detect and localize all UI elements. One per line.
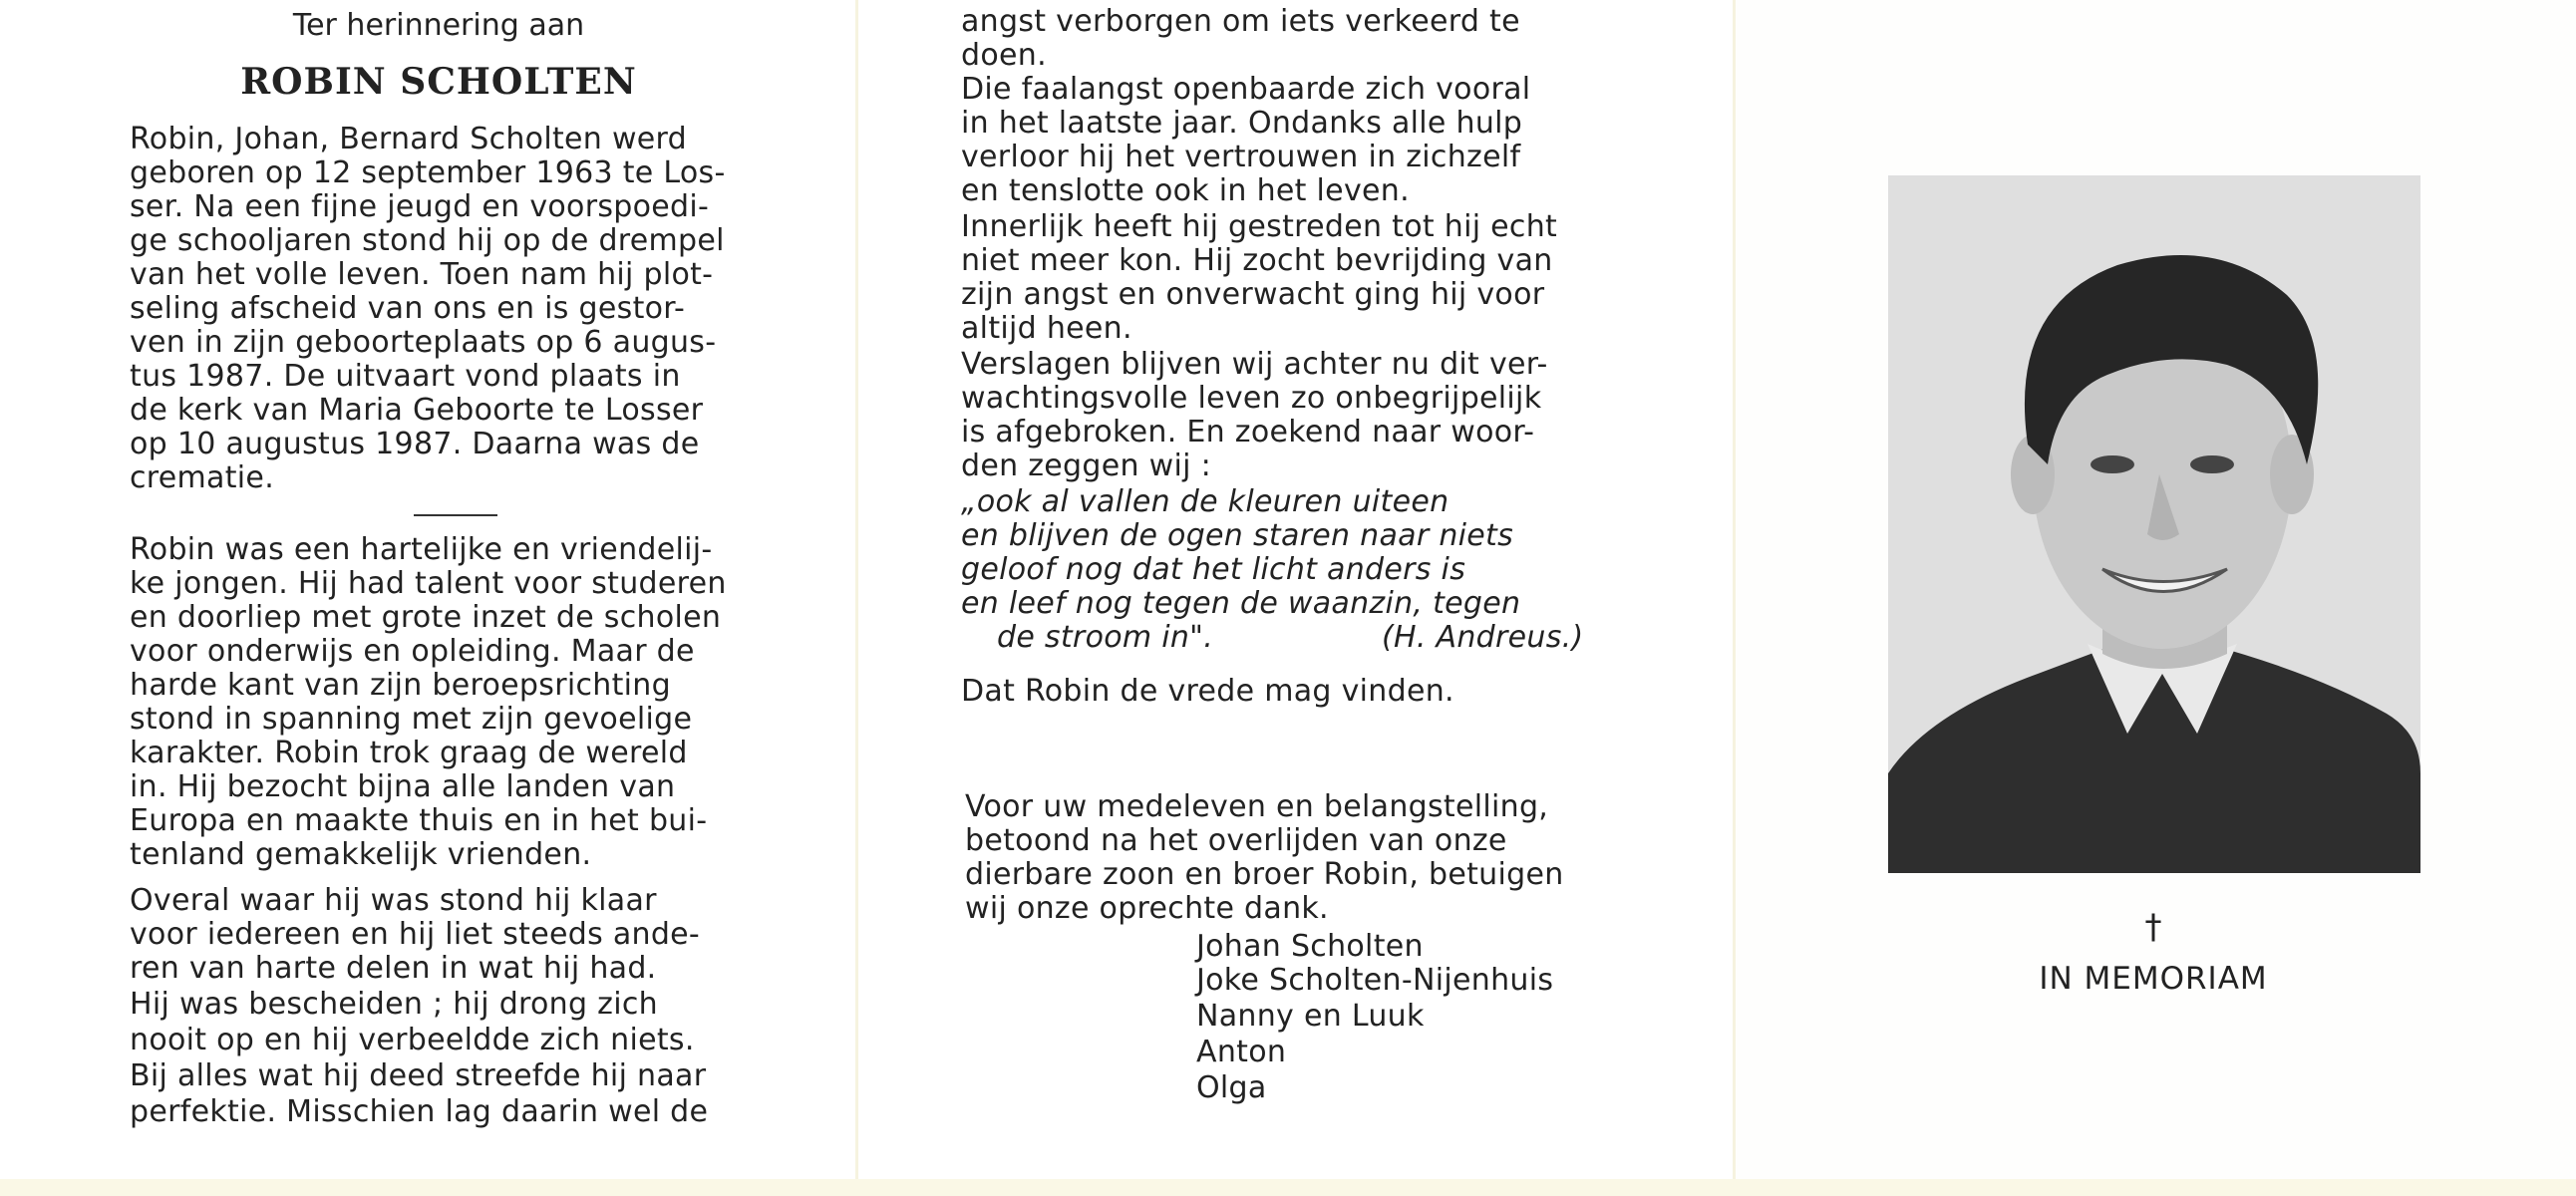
text-line: in het laatste jaar. Ondanks alle hulp — [961, 106, 1523, 141]
text-line: ren van harte delen in wat hij had. — [130, 951, 657, 986]
fold-line — [1733, 0, 1736, 1196]
text-line: tus 1987. De uitvaart vond plaats in — [130, 359, 681, 394]
portrait-photo — [1888, 175, 2420, 873]
text-line: ge schooljaren stond hij op de drempel — [130, 223, 725, 258]
poem-line: „ook al vallen de kleuren uiteen — [961, 484, 1449, 519]
text-line: stond in spanning met zijn gevoelige — [130, 702, 693, 737]
text-line: tenland gemakkelijk vrienden. — [130, 837, 592, 872]
text-line: de kerk van Maria Geboorte te Losser — [130, 393, 704, 428]
text-line: Innerlijk heeft hij gestreden tot hij echt — [961, 209, 1558, 244]
deceased-name: ROBIN SCHOLTEN — [240, 61, 637, 103]
thanks-line: dierbare zoon en broer Robin, betuigen — [965, 857, 1564, 892]
poem-line: en blijven de ogen staren naar niets — [961, 518, 1514, 553]
text-line: ven in zijn geboorteplaats op 6 augus- — [130, 325, 717, 360]
text-line: nooit op en hij verbeeldde zich niets. — [130, 1023, 695, 1057]
fold-line — [855, 0, 858, 1196]
text-line: harde kant van zijn beroepsrichting — [130, 668, 671, 703]
text-line: in. Hij bezocht bijna alle landen van — [130, 769, 676, 804]
text-line: van het volle leven. Toen nam hij plot- — [130, 257, 714, 292]
text-line: Verslagen blijven wij achter nu dit ver- — [961, 347, 1548, 382]
text-line: seling afscheid van ons en is gestor- — [130, 291, 686, 326]
text-line: niet meer kon. Hij zocht bevrijding van — [961, 243, 1553, 278]
paper-edge — [0, 1179, 2576, 1196]
section-divider — [414, 514, 497, 516]
family-member: Johan Scholten — [1196, 929, 1424, 964]
text-line: ser. Na een fijne jeugd en voorspoedi- — [130, 189, 710, 224]
poem-line: de stroom in". — [997, 620, 1214, 655]
thanks-line: betoond na het overlijden van onze — [965, 823, 1507, 858]
poem-line: geloof nog dat het licht anders is — [961, 552, 1466, 587]
text-line: den zeggen wij : — [961, 448, 1211, 483]
text-line: angst verborgen om iets verkeerd te — [961, 4, 1520, 39]
text-line: is afgebroken. En zoekend naar woor- — [961, 415, 1535, 449]
text-line: voor iedereen en hij liet steeds ande- — [130, 917, 701, 952]
text-line: Robin, Johan, Bernard Scholten werd — [130, 122, 687, 156]
text-line: doen. — [961, 38, 1047, 73]
intro-line: Ter herinnering aan — [292, 8, 585, 43]
thanks-line: Voor uw medeleven en belangstelling, — [965, 789, 1549, 824]
text-line: Overal waar hij was stond hij klaar — [130, 883, 657, 918]
text-line: Die faalangst openbaarde zich vooral — [961, 72, 1531, 107]
family-member: Joke Scholten-Nijenhuis — [1196, 963, 1554, 998]
text-line: en tenslotte ook in het leven. — [961, 173, 1410, 208]
text-line: geboren op 12 september 1963 te Los- — [130, 155, 726, 190]
family-member: Olga — [1196, 1070, 1267, 1105]
text-line: op 10 augustus 1987. Daarna was de — [130, 427, 700, 461]
text-line: verloor hij het vertrouwen in zichzelf — [961, 140, 1521, 174]
poem-line: en leef nog tegen de waanzin, tegen — [961, 586, 1521, 621]
cross-symbol: † — [2144, 907, 2162, 947]
family-member: Anton — [1196, 1035, 1287, 1069]
family-member: Nanny en Luuk — [1196, 999, 1425, 1034]
thanks-line: wij onze oprechte dank. — [965, 891, 1329, 926]
left-panel — [0, 0, 857, 1196]
text-line: Bij alles wat hij deed streefde hij naar — [130, 1058, 707, 1093]
text-line: crematie. — [130, 460, 275, 495]
text-line: Hij was bescheiden ; hij drong zich — [130, 987, 658, 1022]
text-line: Europa en maakte thuis en in het bui- — [130, 803, 708, 838]
in-memoriam-caption: IN MEMORIAM — [2039, 961, 2268, 997]
text-line: karakter. Robin trok graag de wereld — [130, 736, 688, 770]
text-line: ke jongen. Hij had talent voor studeren — [130, 566, 727, 601]
wish-line: Dat Robin de vrede mag vinden. — [961, 674, 1454, 709]
text-line: perfektie. Misschien lag daarin wel de — [130, 1094, 709, 1129]
text-line: voor onderwijs en opleiding. Maar de — [130, 634, 695, 669]
middle-panel — [857, 0, 1735, 1196]
text-line: altijd heen. — [961, 311, 1132, 346]
text-line: en doorliep met grote inzet de scholen — [130, 600, 722, 635]
poem-author: (H. Andreus.) — [1382, 620, 1584, 655]
text-line: zijn angst en onverwacht ging hij voor — [961, 277, 1545, 312]
text-line: wachtingsvolle leven zo onbegrijpelijk — [961, 381, 1542, 416]
text-line: Robin was een hartelijke en vriendelij- — [130, 532, 713, 567]
